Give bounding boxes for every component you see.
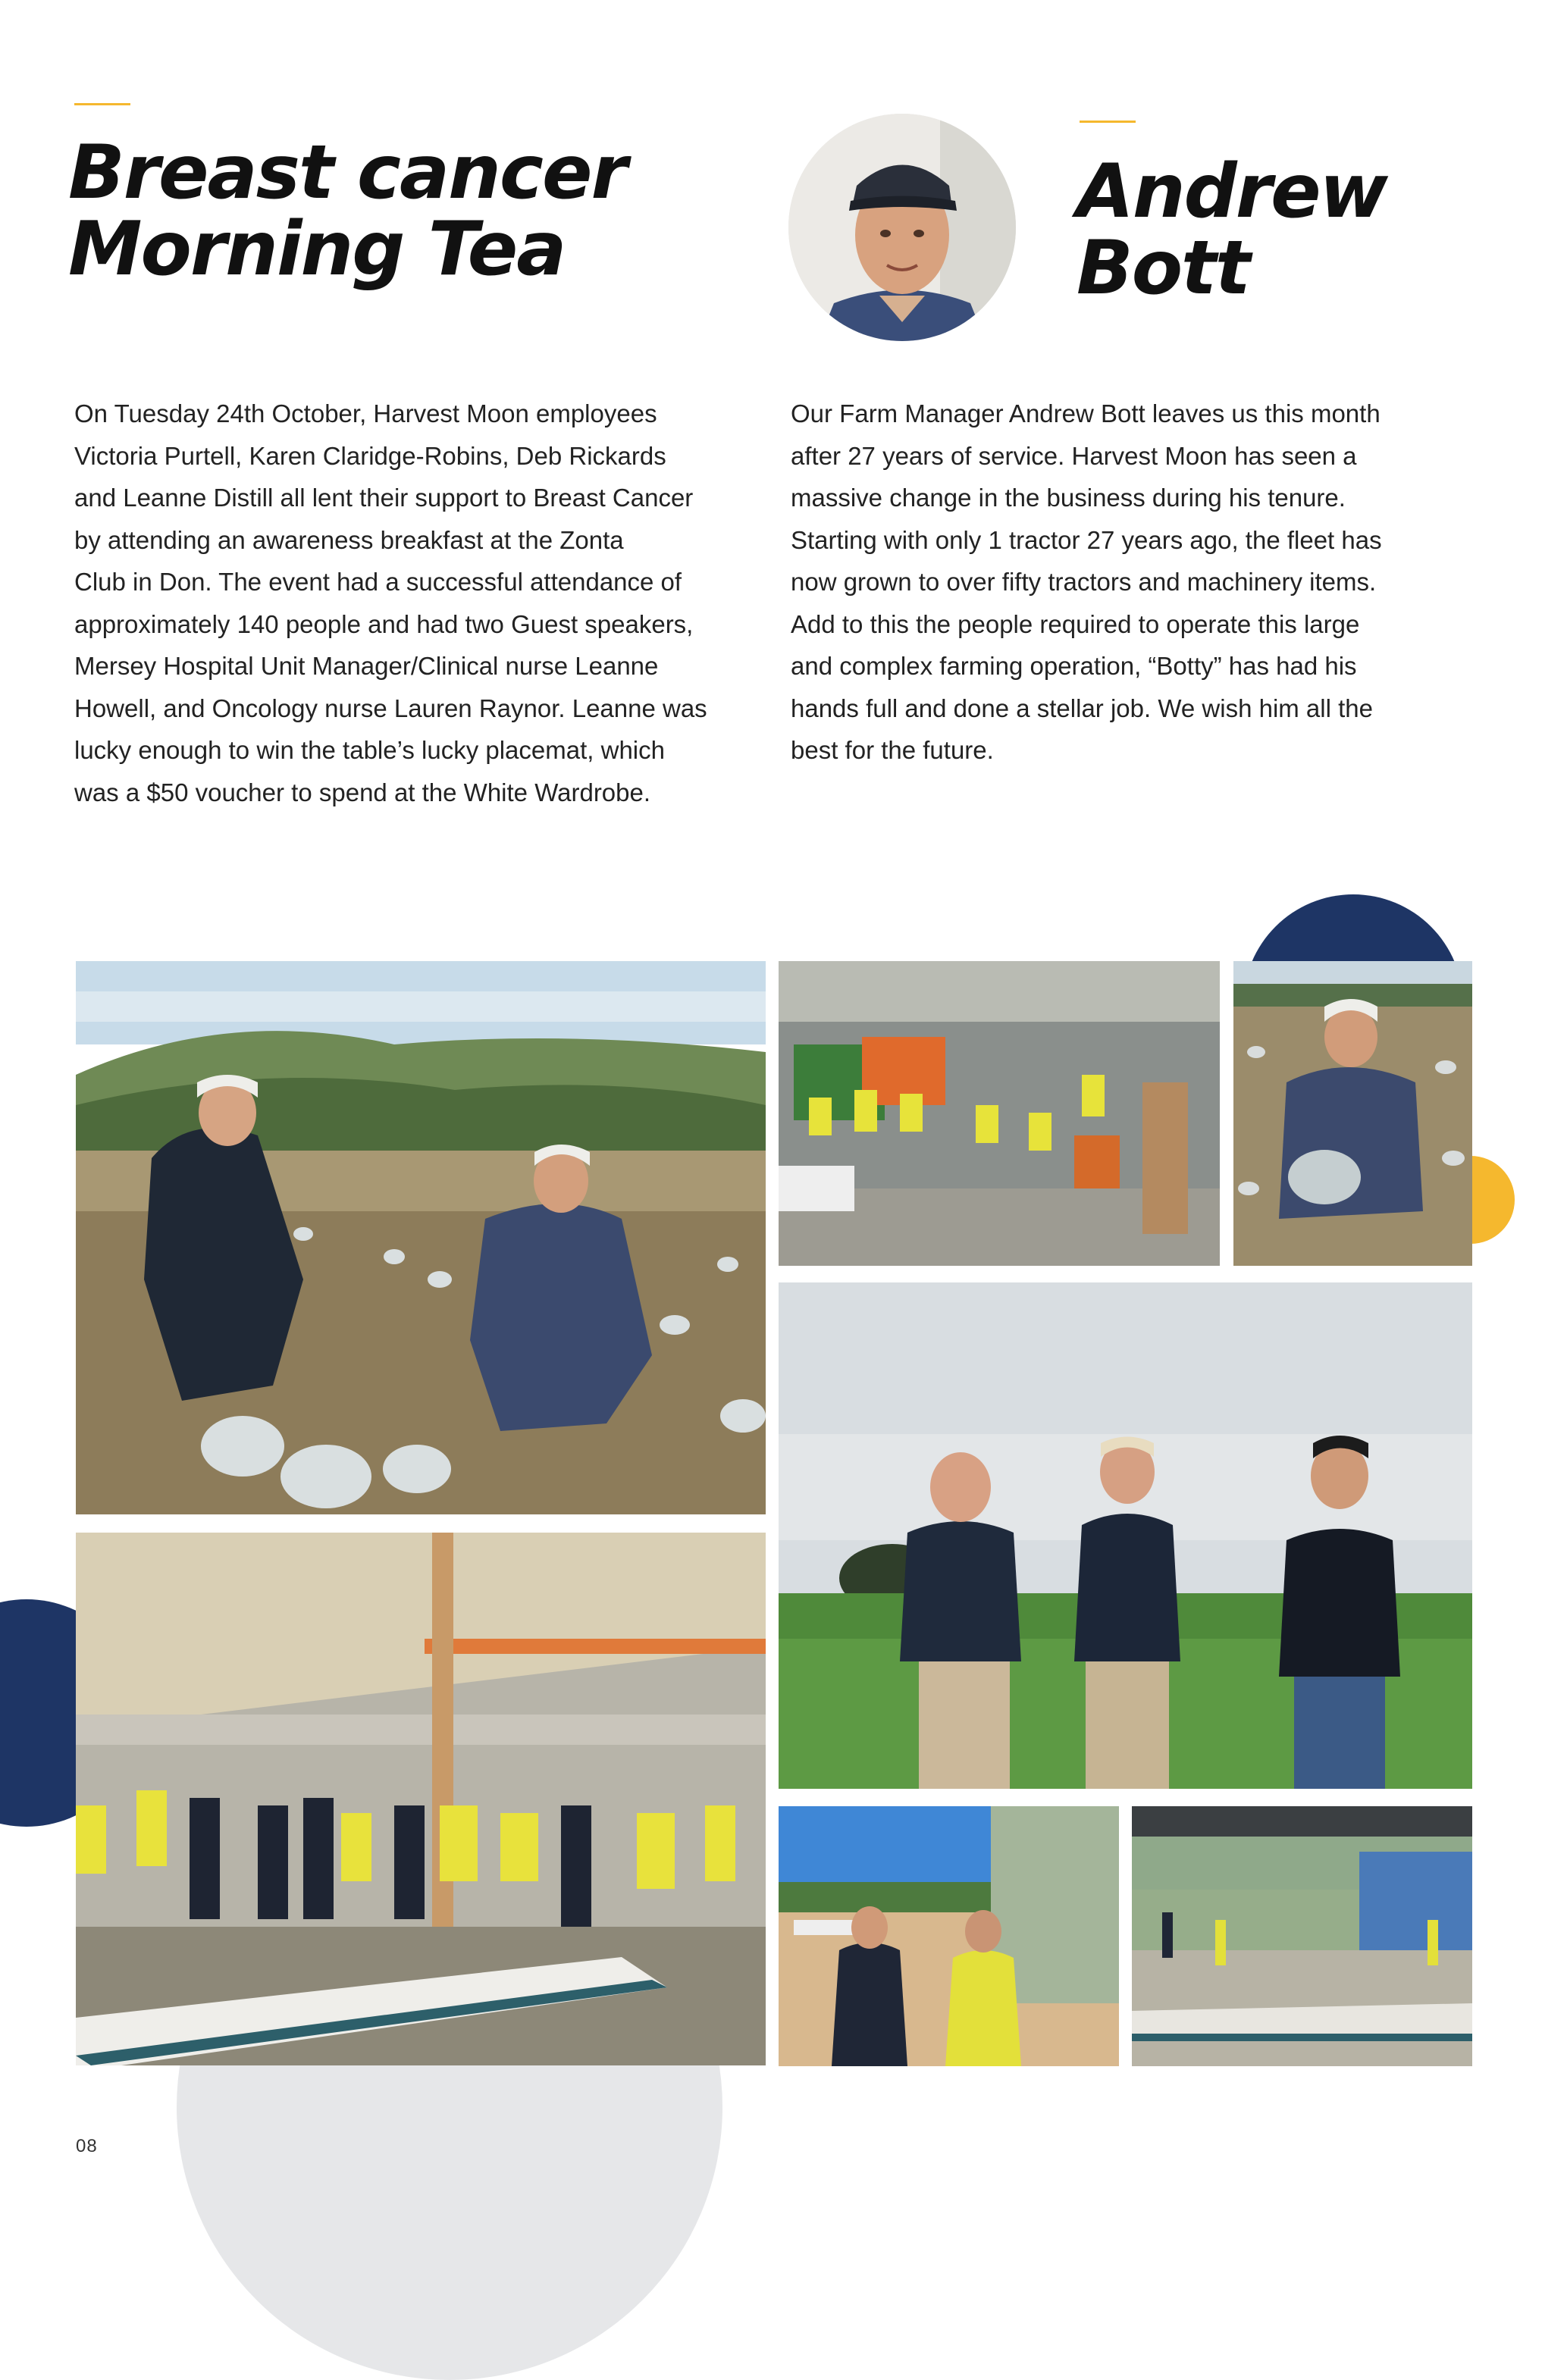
title-line-2: Morning Tea <box>68 206 566 293</box>
photo-pumpkin-field-two-men <box>76 961 766 1514</box>
body-line: Club in Don. The event had a successful attendance of <box>74 568 682 596</box>
body-line: Mersey Hospital Unit Manager/Clinical nurse Leanne <box>74 652 659 680</box>
body-line: by attending an awareness breakfast at the Zonta <box>74 525 624 554</box>
andrew-bott-portrait <box>788 114 1016 341</box>
breast-cancer-body <box>74 393 787 813</box>
body-line: Add to this the people required to operate this large <box>791 609 1360 638</box>
body-line: was a $50 voucher to spend at the White Wardrobe. <box>74 778 651 806</box>
page-number: 08 <box>76 2136 98 2156</box>
photo-shed-group-seated <box>779 961 1220 1266</box>
body-line: and Leanne Distill all lent their support to Breast Cancer <box>74 484 694 512</box>
body-line: Starting with only 1 tractor 27 years ago, the fleet has <box>791 525 1382 554</box>
body-line: On Tuesday 24th October, Harvest Moon employees <box>74 399 657 427</box>
title-line-2: Bott <box>1077 225 1249 312</box>
photo-andrew-with-pumpkin <box>1233 961 1472 1266</box>
body-line: after 27 years of service. Harvest Moon has seen a <box>791 441 1357 470</box>
body-line: Our Farm Manager Andrew Bott leaves us this month <box>791 399 1381 427</box>
accent-line-left <box>74 103 130 105</box>
title-line-1: Breast cancer <box>68 130 626 216</box>
body-line: hands full and done a stellar job. We wish him all the <box>791 694 1373 722</box>
body-line: massive change in the business during his tenure. <box>791 484 1346 512</box>
andrew-bott-body <box>791 393 1518 772</box>
breast-cancer-title <box>68 130 690 293</box>
accent-line-right <box>1080 121 1136 123</box>
body-line: approximately 140 people and had two Guest speakers, <box>74 609 694 638</box>
body-line: lucky enough to win the table’s lucky placemat, which <box>74 736 665 764</box>
body-line: now grown to over fifty tractors and machinery items. <box>791 568 1377 596</box>
body-line: Victoria Purtell, Karen Claridge-Robins, Deb Rickards <box>74 441 666 470</box>
title-line-1: Andrew <box>1077 149 1387 235</box>
body-line: and complex farming operation, “Botty” has had his <box>791 652 1357 680</box>
body-line: best for the future. <box>791 736 994 764</box>
photo-handshake <box>779 1806 1119 2066</box>
andrew-bott-title <box>1077 149 1531 312</box>
body-line: Howell, and Oncology nurse Lauren Raynor. Leanne was <box>74 694 707 722</box>
photo-outdoor-gathering <box>1132 1806 1472 2066</box>
photo-shed-gathering-table <box>76 1533 766 2065</box>
photo-three-men-lettuce-field <box>779 1282 1472 1789</box>
